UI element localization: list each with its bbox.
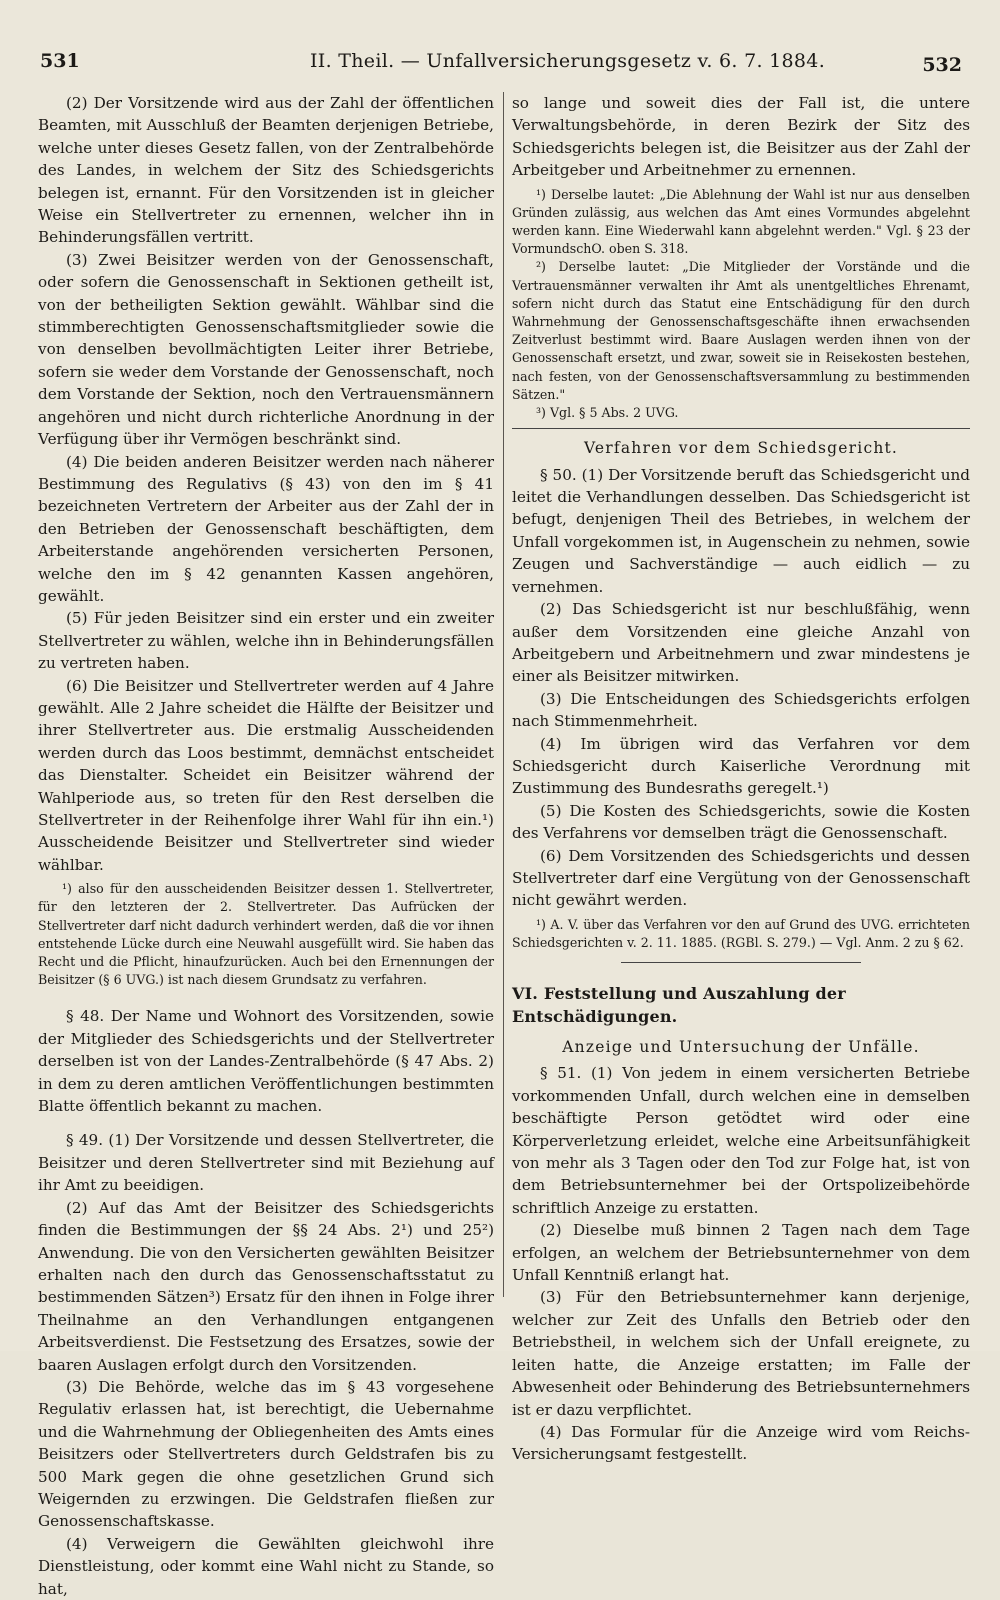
divider <box>621 962 861 963</box>
subheading: Verfahren vor dem Schiedsgericht. <box>583 439 899 458</box>
paragraph: (4) Verweigern die Gewählten gleichwohl ihre Dienstleistung, oder kommt eine Wahl nicht zu Stande, so hat, <box>38 1534 494 1598</box>
page-number-left: 531 <box>40 50 80 72</box>
paragraph: (2) Das Schiedsgericht ist nur beschlußfähig, wenn außer dem Vorsitzenden eine gleiche Anzahl von Arbeitgebern und Arbeitnehmern und zwar mindestens je einer als Beisitzer mitwirken. <box>512 600 970 686</box>
footnote: ¹) A. V. über das Verfahren vor den auf Grund des UVG. errichteten Schiedsgerichten v. 2. 11. 1885. (RGBl. S. 279.) — Vgl. Anm. 2 zu § 62. <box>512 916 970 950</box>
right-column <box>512 92 970 1466</box>
left-column <box>38 92 494 1600</box>
paragraph: (3) Die Behörde, welche das im § 43 vorgesehene Regulativ erlassen hat, ist berechtigt, die Uebernahme und die Wahrnehmung der Obliegenheiten des Amts eines Beisitzers oder Stellvertreters durch Geldstrafen bis zu 500 Mark gegen die ohne gesetzlichen Grund sich Weigernden zu erzwingen. Die Geldstrafen fließen zur Genossenschaftskasse. <box>38 1377 494 1531</box>
paragraph: (2) Dieselbe muß binnen 2 Tagen nach dem Tage erfolgen, an welchem der Betriebsunternehmer von dem Unfall Kenntniß erlangt hat. <box>512 1221 970 1285</box>
paragraph: (6) Die Beisitzer und Stellvertreter werden auf 4 Jahre gewählt. Alle 2 Jahre scheidet die Hälfte der Beisitzer und ihrer Stellvertreter aus. Die erstmalig Ausscheidenden werden durch das Loos bestimmt, demnächst entscheidet das Dienstalter. Scheidet ein Beisitzer während der Wahlperiode aus, so treten für den Rest derselben die Stellvertreter in der Reihenfolge ihrer Wahl für ihn ein.¹) Ausscheidende Beisitzer und Stellvertreter sind wieder wählbar. <box>38 676 494 874</box>
footnote-block <box>38 880 494 989</box>
paragraph: (3) Für den Betriebsunternehmer kann derjenige, welcher zur Zeit des Unfalls den Betrieb oder den Betriebstheil, in welchem sich der Unfall ereignete, zu leiten hatte, die Anzeige erstatten; im Falle der Abwesenheit oder Behinderung des Betriebsunternehmers ist er dazu verpflichtet. <box>512 1288 970 1419</box>
footnote: ³) Vgl. § 5 Abs. 2 UVG. <box>536 405 679 421</box>
section-48: § 48. Der Name und Wohnort des Vorsitzenden, sowie der Mitglieder des Schiedsgerichts und der Stellvertreter derselben ist von der Landes-Zentralbehörde (§ 47 Abs. 2) in dem zu deren amtlichen Veröffentlichungen bestimmten Blatte öffentlich bekannt zu machen. <box>38 1007 494 1116</box>
column-divider <box>503 92 504 1297</box>
paragraph: (3) Zwei Beisitzer werden von der Genossenschaft, oder sofern die Genossenschaft in Sektionen getheilt ist, von der betheiligten Sektion gewählt. Wählbar sind die stimmberechtigten Genossenschaftsmitglieder sowie die von denselben bevollmächtigten Leiter ihrer Betriebe, sofern sie weder dem Vorstande der Genossenschaft, noch dem Vorstande der Sektion, noch den Vertrauensmännern angehören und nicht durch richterliche Anordnung in der Verfügung über ihr Vermögen beschränkt sind. <box>38 250 494 449</box>
divider <box>512 428 970 429</box>
paragraph: (2) Auf das Amt der Beisitzer des Schiedsgerichts finden die Bestimmungen der §§ 24 Abs. 2¹) und 25²) Anwendung. Die von den Versicherten gewählten Beisitzer erhalten nach den durch das Genossenschaftsstatut zu bestimmenden Sätzen³) Ersatz für den ihnen in Folge ihrer Theilnahme an den Verhandlungen entgangenen Arbeitsverdienst. Die Festsetzung des Ersatzes, sowie der baaren Auslagen erfolgt durch den Vorsitzenden. <box>38 1198 494 1374</box>
section-49: § 49. (1) Der Vorsitzende und dessen Stellvertreter, die Beisitzer und deren Stellvertreter sind mit Beziehung auf ihr Amt zu beeidigen. <box>38 1131 494 1195</box>
chapter-heading: VI. Feststellung und Auszahlung der Entschädigungen. <box>512 984 846 1026</box>
footnote-block <box>512 916 970 952</box>
paragraph: (5) Die Kosten des Schiedsgerichts, sowie die Kosten des Verfahrens vor demselben trägt die Genossenschaft. <box>512 801 970 843</box>
footnote: ¹) Derselbe lautet: „Die Ablehnung der Wahl ist nur aus denselben Gründen zulässig, aus welchen das Amt eines Vormundes abgelehnt werden kann. Eine Wiederwahl kann abgelehnt werden." Vgl. § 23 der VormundschO. oben S. 318. <box>512 186 970 257</box>
page-number-right: 532 <box>922 54 962 76</box>
paragraph: (3) Die Entscheidungen des Schiedsgerichts erfolgen nach Stimmenmehrheit. <box>512 689 970 731</box>
paragraph: so lange und soweit dies der Fall ist, die untere Verwaltungsbehörde, in deren Bezirk der Sitz des Schiedsgerichts belegen ist, die Beisitzer aus der Zahl der Arbeitgeber und Arbeitnehmer zu ernennen. <box>512 94 970 180</box>
page-header <box>40 50 962 80</box>
section-50: § 50. (1) Der Vorsitzende beruft das Schiedsgericht und leitet die Verhandlungen desselben. Das Schiedsgericht ist befugt, denjenigen Theil des Betriebes, in welchem der Unfall vorgekommen ist, in Augenschein zu nehmen, sowie Zeugen und Sachverständige — auch eidlich — zu vernehmen. <box>512 465 970 596</box>
paragraph: (4) Das Formular für die Anzeige wird vom Reichs-Versicherungsamt festgestellt. <box>512 1422 970 1464</box>
footnote-block <box>512 186 970 423</box>
running-head: II. Theil. — Unfallversicherungsgesetz v. 6. 7. 1884. <box>310 50 826 72</box>
paragraph: (5) Für jeden Beisitzer sind ein erster und ein zweiter Stellvertreter zu wählen, welche ihn in Behinderungsfällen zu vertreten haben. <box>38 609 494 673</box>
paragraph: (6) Dem Vorsitzenden des Schiedsgerichts und dessen Stellvertreter darf eine Vergütung von der Genossenschaft nicht gewährt werden. <box>512 846 970 910</box>
footnote: ¹) also für den ausscheidenden Beisitzer dessen 1. Stellvertreter, für den letzteren der 2. Stellvertreter. Das Aufrücken der Stellvertreter darf nicht dadurch verhindert werden, daß die vor ihnen entstehende Lücke durch eine Neuwahl ausgefüllt wird. Sie haben das Recht und die Pflicht, hinaufzurücken. Auch bei den Ernennungen der Beisitzer (§ 6 UVG.) ist nach diesem Grundsatz zu verfahren. <box>38 881 494 988</box>
paragraph: (4) Im übrigen wird das Verfahren vor dem Schiedsgericht durch Kaiserliche Verordnung mit Zustimmung des Bundesraths geregelt.¹) <box>512 734 970 798</box>
footnote: ²) Derselbe lautet: „Die Mitglieder der Vorstände und die Vertrauensmänner verwalten ihr Amt als unentgeltliches Ehrenamt, sofern nicht durch das Statut eine Entschädigung für den durch Wahrnehmung der Genossenschaftsgeschäfte ihnen erwachsenden Zeitverlust bestimmt wird. Baare Auslagen werden ihnen von der Genossenschaft ersetzt, und zwar, soweit sie in Reisekosten bestehen, nach festen, von der Genossenschaftsversammlung zu bestimmenden Sätzen." <box>512 259 970 402</box>
paragraph: (2) Der Vorsitzende wird aus der Zahl der öffentlichen Beamten, mit Ausschluß der Beamten derjenigen Betriebe, welche unter dieses Gesetz fallen, von der Zentralbehörde des Landes, in welchem der Sitz des Schiedsgerichts belegen ist, ernannt. Für den Vorsitzenden ist in gleicher Weise ein Stellvertreter zu ernennen, welcher ihn in Behinderungsfällen vertritt. <box>38 94 494 247</box>
section-51: § 51. (1) Von jedem in einem versicherten Betriebe vorkommenden Unfall, durch welchen eine in demselben beschäftigte Person getödtet wird oder eine Körperverletzung erleidet, welche eine Arbeitsunfähigkeit von mehr als 3 Tagen oder den Tod zur Folge hat, ist von dem Betriebsunternehmer bei der Ortspolizeibehörde schriftlich Anzeige zu erstatten. <box>512 1064 970 1217</box>
subheading: Anzeige und Untersuchung der Unfälle. <box>562 1038 920 1057</box>
paragraph: (4) Die beiden anderen Beisitzer werden nach näherer Bestimmung des Regulativs (§ 43) von den im § 41 bezeichneten Vertretern der Arbeiter aus der Zahl der in den Betrieben der Genossenschaft beschäftigten, dem Arbeiterstande angehörenden versicherten Personen, welche den im § 42 genannten Kassen angehören, gewählt. <box>38 452 494 605</box>
